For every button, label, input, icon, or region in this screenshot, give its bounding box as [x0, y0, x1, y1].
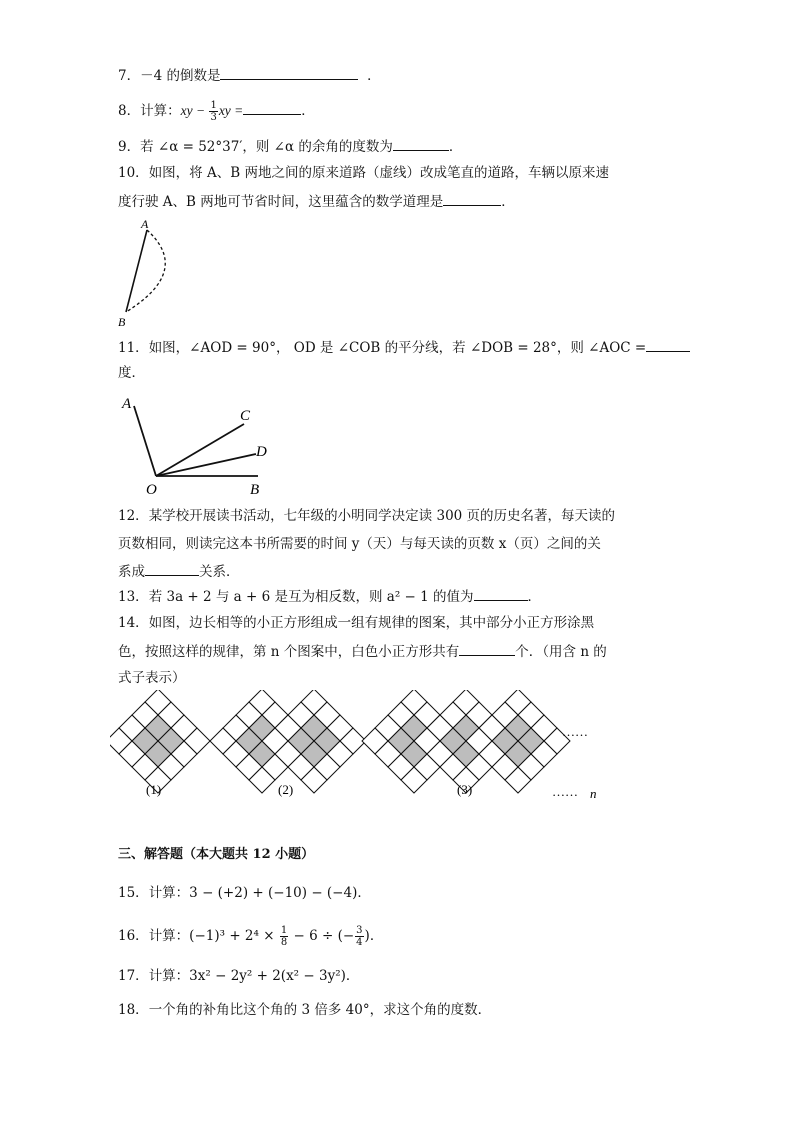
fraction-one-eighth [280, 925, 288, 948]
question-14-line-3 [118, 668, 186, 688]
question-text: 一个角的补角比这个角的 3 倍多 40°，求这个角的度数． [148, 1002, 492, 1018]
question-text: 某学校开展读书活动，七年级的小明同学决定读 300 页的历史名著，每天读的 [148, 508, 616, 524]
question-15 [118, 883, 371, 903]
question-18 [118, 1000, 491, 1020]
question-text: 页数相同，则读完这本书所需要的时间 y（天）与每天读的页数 x（页）之间的关 [118, 536, 601, 552]
period: ． [501, 194, 515, 210]
pattern-label-n: n [590, 786, 597, 801]
question-7 [118, 65, 381, 86]
question-text: 色，按照这样的规律，第 n 个图案中，白色小正方形共有 [118, 644, 460, 660]
pattern-label-2: (2) [278, 782, 294, 797]
question-text: 如图，将 A、B 两地之间的原来道路（虚线）改成笔直的道路，车辆以原来速 [148, 165, 609, 181]
road-figure [112, 216, 182, 331]
answer-blank[interactable] [459, 641, 515, 656]
fraction-denominator: 4 [356, 937, 363, 948]
question-number: 9． [118, 139, 141, 155]
question-8 [118, 100, 315, 123]
answer-blank[interactable] [443, 191, 501, 206]
question-text: 式子表示） [118, 670, 186, 686]
pattern-label-1: (1) [146, 782, 162, 797]
question-11-line-2 [118, 363, 145, 383]
question-9 [118, 136, 462, 157]
question-text: 计算：(−1)³ + 2⁴ × [148, 928, 279, 944]
question-text: 度． [118, 365, 145, 381]
answer-blank[interactable] [145, 561, 199, 576]
question-number: 8． [118, 103, 141, 119]
question-16 [118, 925, 383, 948]
question-text: 若 ∠α = 52°37′，则 ∠α 的余角的度数为 [140, 139, 393, 155]
question-text: 计算： [140, 103, 181, 119]
question-text: 关系． [199, 564, 240, 580]
square-pattern-figure [110, 690, 630, 808]
point-label-b: B [118, 315, 126, 329]
point-label-d: D [256, 444, 267, 460]
fraction-numerator: 3 [356, 925, 363, 936]
question-number: 18． [118, 1002, 149, 1018]
answer-blank[interactable] [393, 136, 449, 151]
pattern-label-3: (3) [457, 782, 473, 797]
question-number: 13． [118, 589, 149, 605]
point-label-a: A [141, 217, 149, 231]
fraction-three-quarters [355, 925, 363, 948]
expression: xy = [218, 103, 244, 118]
point-label-b: B [250, 482, 260, 498]
question-14-line-2 [118, 641, 607, 662]
period: ． [448, 139, 463, 155]
answer-blank[interactable] [646, 337, 690, 352]
period: ． [527, 589, 542, 605]
ellipsis: …… [562, 724, 588, 739]
question-number: 14． [118, 615, 149, 631]
question-text: 如图，∠AOD = 90°， OD 是 ∠COB 的平分线，若 ∠DOB = 28°，则 ∠AOC = [148, 340, 647, 356]
period: ． [367, 68, 381, 84]
question-10-line-1 [118, 163, 609, 183]
question-text: 计算：3 − (+2) + (−10) − (−4)． [148, 885, 371, 901]
question-text: －4 的倒数是 [140, 68, 221, 84]
point-label-a: A [122, 396, 132, 412]
angle-figure [118, 390, 278, 500]
ellipsis-n: …… [552, 784, 578, 799]
section-heading: 三、解答题（本大题共 12 小题） [118, 847, 315, 862]
fraction-numerator: 1 [280, 925, 288, 936]
question-17 [118, 966, 359, 986]
question-text: 系成 [118, 564, 145, 580]
fraction-denominator: 3 [210, 112, 217, 123]
point-label-c: C [240, 408, 251, 424]
fraction-one-third [209, 100, 217, 123]
question-text: )． [364, 928, 384, 944]
fraction-denominator: 8 [280, 937, 288, 948]
question-text: − 6 ÷ (− [289, 928, 355, 944]
question-text: 个．（用含 n 的 [515, 644, 607, 660]
ray-oa [134, 406, 156, 476]
answer-blank[interactable] [220, 65, 358, 80]
question-number: 10． [118, 165, 149, 181]
question-number: 12． [118, 508, 149, 524]
question-14-line-1 [118, 613, 594, 633]
question-text: 若 3a + 2 与 a + 6 是互为相反数，则 a² − 1 的值为 [148, 589, 474, 605]
question-text: 如图，边长相等的小正方形组成一组有规律的图案，其中部分小正方形涂黑 [148, 615, 595, 631]
period: ． [301, 103, 315, 119]
question-12-line-1 [118, 506, 615, 526]
answer-blank[interactable] [243, 100, 301, 115]
question-11-line-1 [118, 337, 690, 358]
question-10-line-2 [118, 191, 515, 212]
question-13 [118, 586, 541, 607]
question-text: 度行驶 A、B 两地可节省时间，这里蕴含的数学道理是 [118, 194, 444, 210]
question-12-line-3 [118, 561, 240, 582]
question-number: 15． [118, 885, 149, 901]
point-label-o: O [146, 482, 157, 498]
question-number: 16． [118, 928, 149, 944]
ray-od [156, 454, 256, 476]
original-road-dashed [126, 230, 165, 312]
question-number: 7． [118, 68, 141, 84]
answer-blank[interactable] [474, 586, 528, 601]
ray-oc [156, 424, 244, 476]
expression: xy − [180, 103, 209, 118]
fraction-numerator: 1 [210, 100, 217, 111]
question-number: 11． [118, 340, 149, 356]
question-text: 计算：3x² − 2y² + 2(x² − 3y²)． [148, 968, 360, 984]
question-12-line-2 [118, 534, 601, 554]
question-number: 17． [118, 968, 149, 984]
